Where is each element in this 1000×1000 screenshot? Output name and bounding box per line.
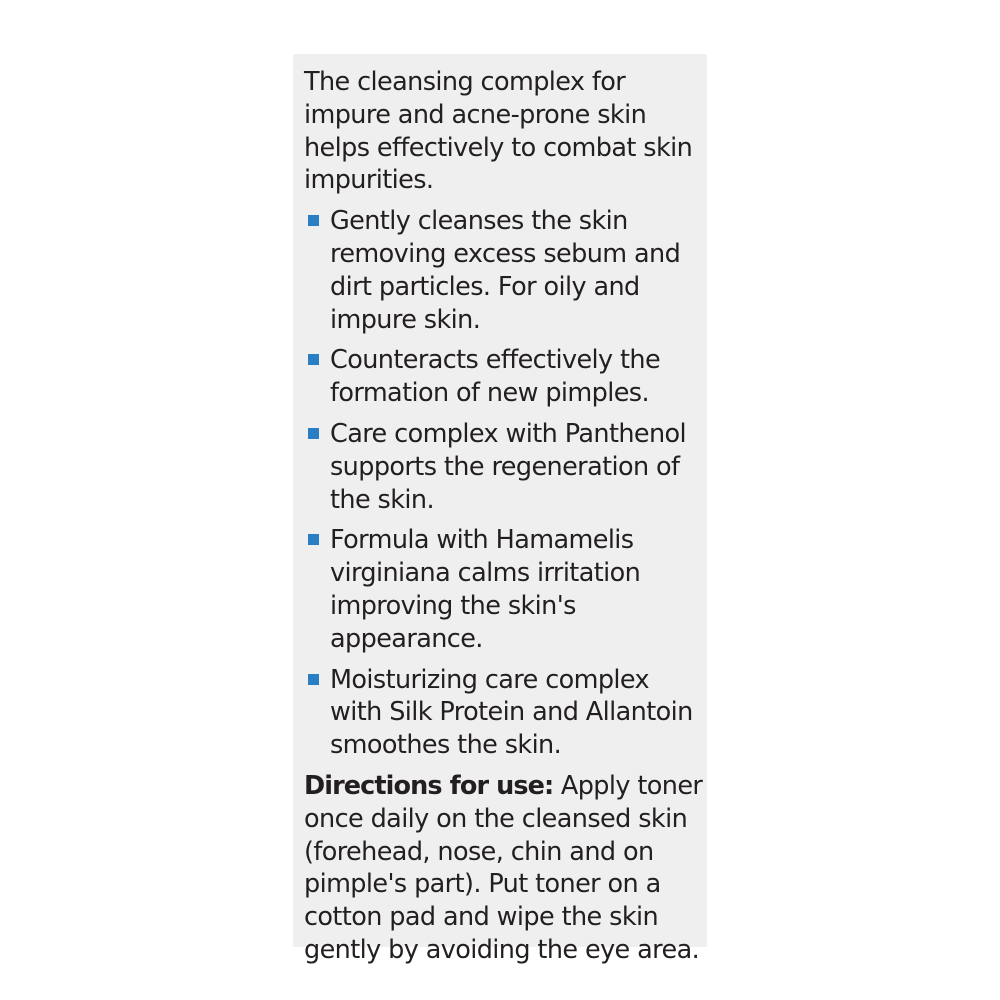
square-bullet-icon: [308, 534, 319, 545]
benefit-item: [304, 524, 707, 655]
square-bullet-icon: [308, 215, 319, 226]
benefit-text: Gently cleanses the skin removing excess sebum and dirt particles. For oily and impure skin.: [330, 206, 681, 335]
product-description-panel: [293, 54, 707, 965]
square-bullet-icon: [308, 354, 319, 365]
directions-paragraph: [304, 770, 707, 967]
square-bullet-icon: [308, 428, 319, 439]
benefit-text: Moisturizing care complex with Silk Protein and Allantoin smoothes the skin.: [330, 664, 693, 761]
directions-text: Apply toner once daily on the cleansed skin (forehead, nose, chin and on pimple's part). Put toner on a cotton pad and wipe the skin gently by avoiding the eye area.: [304, 770, 703, 965]
benefits-list: [304, 205, 707, 762]
benefit-item: [304, 344, 707, 410]
benefit-text: Counteracts effectively the formation of new pimples.: [330, 345, 661, 409]
intro-paragraph: The cleansing complex for impure and acne-prone skin helps effectively to combat skin impurities.: [304, 67, 693, 196]
benefit-item: [304, 418, 707, 516]
benefit-text: Formula with Hamamelis virginiana calms irritation improving the skin's appearance.: [330, 525, 641, 654]
benefit-text: Care complex with Panthenol supports the regeneration of the skin.: [330, 418, 687, 515]
directions-heading: Directions for use:: [304, 770, 554, 801]
benefit-item: [304, 205, 707, 336]
square-bullet-icon: [308, 674, 319, 685]
benefit-item: [304, 664, 707, 762]
